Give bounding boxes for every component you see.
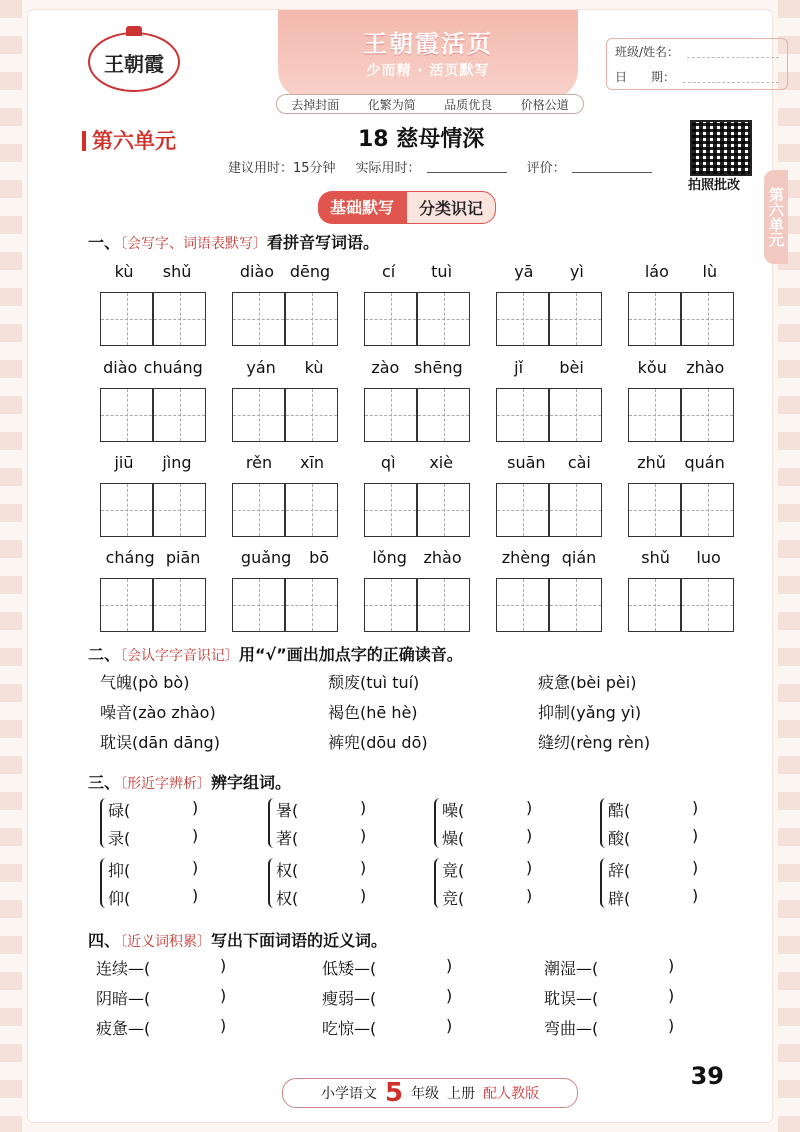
synonym-item: 疲惫—( xyxy=(96,1019,151,1038)
footer-term: 上册 xyxy=(447,1086,476,1102)
writing-box[interactable] xyxy=(364,578,417,632)
word-cell xyxy=(496,548,602,632)
word-cell xyxy=(100,358,206,442)
writing-boxes xyxy=(628,292,734,346)
writing-boxes xyxy=(628,578,734,632)
footer-grade-number: 5 xyxy=(384,1078,404,1108)
writing-box[interactable] xyxy=(549,292,602,346)
writing-box[interactable] xyxy=(100,388,153,442)
qr-code-icon[interactable] xyxy=(690,120,752,176)
writing-box[interactable] xyxy=(153,578,206,632)
writing-box[interactable] xyxy=(364,292,417,346)
header-banner xyxy=(278,10,578,100)
char-group-item: 权( xyxy=(276,889,299,908)
word-cell xyxy=(100,453,206,537)
writing-boxes xyxy=(496,578,602,632)
word-cell xyxy=(232,453,338,537)
word-cell xyxy=(496,358,602,442)
synonym-item: 瘦弱—( xyxy=(322,989,377,1008)
pinyin-row xyxy=(628,548,734,570)
answer-blank-close[interactable]: ) xyxy=(220,986,227,1005)
pinyin-row xyxy=(628,453,734,475)
writing-box[interactable] xyxy=(285,483,338,537)
writing-box[interactable] xyxy=(153,483,206,537)
pronunciation-item[interactable]: 抑制(yǎng yì) xyxy=(538,703,642,722)
writing-boxes xyxy=(628,388,734,442)
answer-blank-close[interactable]: ) xyxy=(526,858,533,877)
answer-blank-close[interactable]: ) xyxy=(192,858,199,877)
pronunciation-item[interactable]: 噪音(zào zhào) xyxy=(100,703,216,722)
pinyin-row xyxy=(232,453,338,475)
slogan-item: 化繁为简 xyxy=(367,97,416,112)
writing-box[interactable] xyxy=(496,388,549,442)
word-cell xyxy=(232,548,338,632)
char-group-item: 仰( xyxy=(108,889,131,908)
writing-boxes xyxy=(628,483,734,537)
pinyin-syllable: bō xyxy=(309,548,330,567)
answer-blank-close[interactable]: ) xyxy=(220,956,227,975)
footer-bar xyxy=(282,1078,578,1108)
slogan-item: 价格公道 xyxy=(520,97,569,112)
score-label: 评价： xyxy=(526,161,566,176)
pronunciation-item[interactable]: 疲惫(bèi pèi) xyxy=(538,673,637,692)
writing-boxes xyxy=(100,578,206,632)
pinyin-syllable: zhào xyxy=(686,358,725,377)
section-tag: 〔会认字字音识记〕 xyxy=(120,648,240,664)
synonym-item: 低矮—( xyxy=(322,959,377,978)
slogan-item: 去掉封面 xyxy=(291,97,340,112)
char-group-item: 竟( xyxy=(442,861,465,880)
synonym-item: 连续—( xyxy=(96,959,151,978)
pronunciation-item[interactable]: 裤兜(dōu dō) xyxy=(328,733,428,752)
pinyin-syllable: diào xyxy=(103,358,138,377)
word-cell xyxy=(232,358,338,442)
writing-box[interactable] xyxy=(417,388,470,442)
section-tag: 〔形近字辨析〕 xyxy=(120,776,212,792)
char-group-item: 录( xyxy=(108,829,131,848)
writing-box[interactable] xyxy=(364,483,417,537)
word-cell xyxy=(364,262,470,346)
answer-blank-close[interactable]: ) xyxy=(692,826,699,845)
footer-grade: 年级 xyxy=(411,1086,440,1102)
pinyin-syllable: shēng xyxy=(414,358,463,377)
char-group-item: 抑( xyxy=(108,861,131,880)
pinyin-syllable: cháng xyxy=(105,548,155,567)
writing-box[interactable] xyxy=(232,388,285,442)
pinyin-syllable: shǔ xyxy=(162,262,192,281)
lesson-title: 18 慈母情深 xyxy=(358,127,485,152)
writing-box[interactable] xyxy=(100,578,153,632)
writing-box[interactable] xyxy=(496,483,549,537)
writing-boxes xyxy=(100,292,206,346)
answer-blank-close[interactable]: ) xyxy=(526,826,533,845)
slogan-item: 品质优良 xyxy=(444,97,493,112)
char-group-item: 暑( xyxy=(276,801,299,820)
writing-box[interactable] xyxy=(285,292,338,346)
pinyin-row xyxy=(496,453,602,475)
char-group-item: 酷( xyxy=(608,801,631,820)
pinyin-syllable: xiè xyxy=(429,453,454,472)
pinyin-row xyxy=(364,548,470,570)
writing-box[interactable] xyxy=(628,388,681,442)
pinyin-syllable: bèi xyxy=(559,358,584,377)
pinyin-syllable: diào xyxy=(239,262,275,281)
pinyin-syllable: tuì xyxy=(431,262,453,281)
pinyin-syllable: jiū xyxy=(114,453,134,472)
writing-box[interactable] xyxy=(549,483,602,537)
word-cell xyxy=(232,262,338,346)
pinyin-syllable: guǎng xyxy=(240,548,292,567)
writing-boxes xyxy=(100,483,206,537)
pinyin-syllable: luo xyxy=(696,548,721,567)
writing-box[interactable] xyxy=(100,292,153,346)
writing-box[interactable] xyxy=(417,292,470,346)
date-label: 日 期： xyxy=(615,70,676,84)
pinyin-syllable: kù xyxy=(304,358,324,377)
answer-blank-close[interactable]: ) xyxy=(192,798,199,817)
pinyin-syllable: quán xyxy=(684,453,725,472)
name-date-box xyxy=(606,38,788,90)
char-group-item: 著( xyxy=(276,829,299,848)
writing-box[interactable] xyxy=(285,578,338,632)
tag-basic: 基础默写 xyxy=(318,191,406,224)
pinyin-syllable: zhǔ xyxy=(637,453,666,472)
char-group-item: 辞( xyxy=(608,861,631,880)
answer-blank-close[interactable]: ) xyxy=(192,826,199,845)
writing-box[interactable] xyxy=(496,578,549,632)
writing-boxes xyxy=(364,292,470,346)
date-field[interactable] xyxy=(683,70,779,83)
writing-boxes xyxy=(364,388,470,442)
pronunciation-item[interactable]: 缝纫(rèng rèn) xyxy=(538,733,651,752)
writing-box[interactable] xyxy=(496,292,549,346)
word-cell xyxy=(496,262,602,346)
pinyin-syllable: xīn xyxy=(300,453,325,472)
answer-blank-close[interactable]: ) xyxy=(360,798,367,817)
pinyin-syllable: zhào xyxy=(423,548,462,567)
pinyin-row xyxy=(364,358,470,380)
writing-boxes xyxy=(232,388,338,442)
brand-logo xyxy=(88,32,180,92)
section-text: 用“√”画出加点字的正确读音。 xyxy=(239,645,463,664)
pinyin-syllable: shǔ xyxy=(641,548,670,567)
char-group-item: 燥( xyxy=(442,829,465,848)
section-prefix: 三、 xyxy=(88,773,121,792)
footer-subject: 小学语文 xyxy=(320,1086,377,1102)
section-tag: 〔近义词积累〕 xyxy=(120,934,212,950)
writing-box[interactable] xyxy=(100,483,153,537)
writing-box[interactable] xyxy=(549,578,602,632)
brand-title: 王朝霞活页 xyxy=(363,30,493,58)
pinyin-syllable: yán xyxy=(246,358,276,377)
writing-box[interactable] xyxy=(153,388,206,442)
pinyin-syllable: chuáng xyxy=(143,358,203,377)
writing-box[interactable] xyxy=(232,578,285,632)
pinyin-syllable: cài xyxy=(567,453,591,472)
char-group-item: 辟( xyxy=(608,889,631,908)
left-decor-border xyxy=(0,0,22,1132)
writing-box[interactable] xyxy=(681,578,734,632)
answer-blank-close[interactable]: ) xyxy=(360,826,367,845)
answer-blank-close[interactable]: ) xyxy=(360,858,367,877)
class-name-label: 班级/姓名： xyxy=(615,45,680,59)
writing-box[interactable] xyxy=(628,578,681,632)
word-cell xyxy=(100,548,206,632)
pinyin-syllable: rěn xyxy=(245,453,273,472)
writing-box[interactable] xyxy=(232,483,285,537)
pinyin-syllable: cí xyxy=(381,262,396,281)
writing-box[interactable] xyxy=(628,483,681,537)
pinyin-syllable: dēng xyxy=(289,262,331,281)
brand-subtitle: 少而精 · 活页默写 xyxy=(366,63,490,79)
logo-text: 王朝霞 xyxy=(104,51,164,76)
pinyin-syllable: kǒu xyxy=(637,358,667,377)
worksheet-page xyxy=(28,10,772,1122)
writing-boxes xyxy=(232,292,338,346)
writing-box[interactable] xyxy=(628,292,681,346)
writing-boxes xyxy=(364,578,470,632)
writing-box[interactable] xyxy=(232,292,285,346)
class-name-field[interactable] xyxy=(687,45,779,58)
writing-boxes xyxy=(232,578,338,632)
section-text: 写出下面词语的近义词。 xyxy=(211,931,388,950)
writing-boxes xyxy=(100,388,206,442)
pinyin-syllable: qián xyxy=(561,548,597,567)
pinyin-row xyxy=(232,262,338,284)
answer-blank-close[interactable]: ) xyxy=(692,858,699,877)
pinyin-syllable: yì xyxy=(569,262,584,281)
section1-title xyxy=(88,230,379,253)
synonym-item: 耽误—( xyxy=(544,989,599,1008)
section4-title xyxy=(88,928,387,951)
word-cell xyxy=(628,262,734,346)
answer-blank-close[interactable]: ) xyxy=(220,1016,227,1035)
pinyin-syllable: jìng xyxy=(162,453,192,472)
char-group-item: 噪( xyxy=(442,801,465,820)
char-group-item: 碌( xyxy=(108,801,131,820)
section2-title xyxy=(88,642,463,665)
section-tags xyxy=(318,191,496,224)
word-cell xyxy=(364,548,470,632)
pinyin-row xyxy=(100,548,206,570)
word-cell xyxy=(628,358,734,442)
score-field[interactable] xyxy=(572,160,652,173)
word-cell xyxy=(364,453,470,537)
answer-blank-close[interactable]: ) xyxy=(446,1016,453,1035)
section-text: 辨字组词。 xyxy=(211,773,292,792)
writing-box[interactable] xyxy=(417,578,470,632)
section-tag: 〔会写字、词语表默写〕 xyxy=(120,236,268,252)
pinyin-syllable: kù xyxy=(114,262,134,281)
answer-blank-close[interactable]: ) xyxy=(526,798,533,817)
pinyin-syllable: lù xyxy=(702,262,718,281)
answer-blank-close[interactable]: ) xyxy=(668,956,675,975)
writing-box[interactable] xyxy=(417,483,470,537)
side-unit-tab: 第六单元 xyxy=(764,170,788,264)
pinyin-row xyxy=(100,358,206,380)
word-cell xyxy=(496,453,602,537)
section-prefix: 四、 xyxy=(88,931,121,950)
answer-blank-close[interactable]: ) xyxy=(668,986,675,1005)
pinyin-row xyxy=(232,358,338,380)
pinyin-row xyxy=(496,262,602,284)
writing-box[interactable] xyxy=(549,388,602,442)
writing-boxes xyxy=(364,483,470,537)
answer-blank-close[interactable]: ) xyxy=(192,886,199,905)
word-cell xyxy=(100,262,206,346)
pinyin-syllable: lǒng xyxy=(372,548,407,567)
pinyin-syllable: yā xyxy=(514,262,534,281)
writing-boxes xyxy=(496,388,602,442)
pinyin-syllable: suān xyxy=(507,453,546,472)
writing-box[interactable] xyxy=(364,388,417,442)
word-cell xyxy=(628,453,734,537)
writing-box[interactable] xyxy=(285,388,338,442)
writing-box[interactable] xyxy=(681,388,734,442)
answer-blank-close[interactable]: ) xyxy=(446,986,453,1005)
word-cell xyxy=(364,358,470,442)
word-cell xyxy=(628,548,734,632)
pinyin-row xyxy=(496,548,602,570)
pinyin-row xyxy=(496,358,602,380)
pinyin-syllable: jǐ xyxy=(514,358,524,377)
actual-time-label: 实际用时： xyxy=(355,161,421,176)
writing-box[interactable] xyxy=(681,292,734,346)
writing-box[interactable] xyxy=(681,483,734,537)
pronunciation-item[interactable]: 气魄(pò bò) xyxy=(100,673,190,692)
char-group-item: 权( xyxy=(276,861,299,880)
pinyin-row xyxy=(364,262,470,284)
pinyin-row xyxy=(100,262,206,284)
pinyin-syllable: zào xyxy=(371,358,400,377)
char-group-item: 酸( xyxy=(608,829,631,848)
answer-blank-close[interactable]: ) xyxy=(692,886,699,905)
page-number: 39 xyxy=(690,1062,724,1090)
crown-icon xyxy=(126,26,142,36)
answer-blank-close[interactable]: ) xyxy=(446,956,453,975)
answer-blank-close[interactable]: ) xyxy=(692,798,699,817)
synonym-item: 弯曲—( xyxy=(544,1019,599,1038)
pinyin-row xyxy=(628,262,734,284)
pinyin-row xyxy=(100,453,206,475)
pronunciation-item[interactable]: 耽误(dān dāng) xyxy=(100,733,220,752)
pinyin-syllable: piān xyxy=(165,548,201,567)
timing-row xyxy=(228,157,652,176)
pronunciation-item[interactable]: 褐色(hē hè) xyxy=(328,703,418,722)
answer-blank-close[interactable]: ) xyxy=(360,886,367,905)
synonym-item: 吃惊—( xyxy=(322,1019,377,1038)
qr-label: 拍照批改 xyxy=(688,178,741,193)
synonym-item: 阴暗—( xyxy=(96,989,151,1008)
section-prefix: 二、 xyxy=(88,645,121,664)
writing-boxes xyxy=(496,483,602,537)
tag-category: 分类识记 xyxy=(406,191,496,224)
slogan-bar xyxy=(276,94,584,114)
synonym-item: 潮湿—( xyxy=(544,959,599,978)
writing-boxes xyxy=(496,292,602,346)
section-prefix: 一、 xyxy=(88,233,121,252)
suggested-time: 建议用时：15分钟 xyxy=(228,161,336,176)
pinyin-syllable: qì xyxy=(380,453,396,472)
answer-blank-close[interactable]: ) xyxy=(668,1016,675,1035)
pinyin-row xyxy=(628,358,734,380)
actual-time-field[interactable] xyxy=(427,160,507,173)
pinyin-row xyxy=(364,453,470,475)
unit-title: 第六单元 xyxy=(82,125,176,155)
section3-title xyxy=(88,770,291,793)
pinyin-syllable: zhèng xyxy=(501,548,551,567)
section-text: 看拼音写词语。 xyxy=(267,233,380,252)
char-group-item: 竞( xyxy=(442,889,465,908)
footer-edition: 配人教版 xyxy=(483,1086,540,1102)
pinyin-syllable: láo xyxy=(644,262,669,281)
pronunciation-item[interactable]: 颓废(tuì tuí) xyxy=(328,673,420,692)
writing-box[interactable] xyxy=(153,292,206,346)
answer-blank-close[interactable]: ) xyxy=(526,886,533,905)
pinyin-row xyxy=(232,548,338,570)
writing-boxes xyxy=(232,483,338,537)
